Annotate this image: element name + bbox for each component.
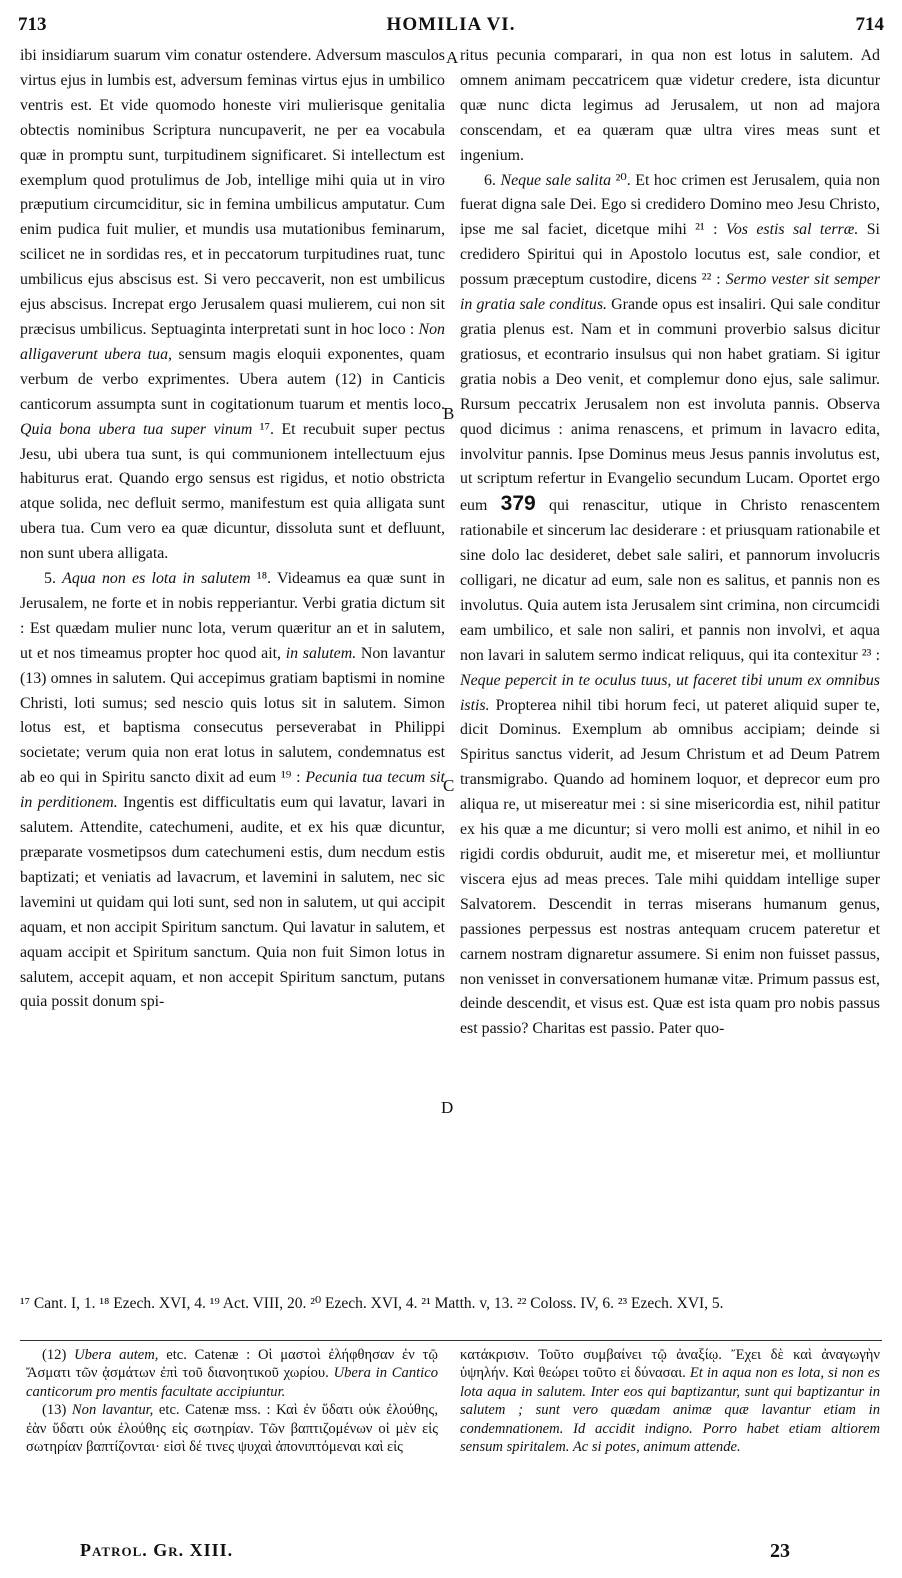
note-translation: Et in aqua non es lota, si non es lota aqua in salutem. Inter eos qui baptizantur, sunt qui baptizantur in salutem ; sunt vero quædam animæ quæ lavantur etiam in condemnationem. Id accidit indigno. Porro habet etiam altiorem sensum spiritalem. Ac si potes, animum attende. — [460, 1365, 880, 1456]
scripture-references: ¹⁷ Cant. I, 1. ¹⁸ Ezech. XVI, 4. ¹⁹ Act. VIII, 20. ²⁰ Ezech. XVI, 4. ²¹ Matth. v, 13. ²² Coloss. IV, 6. ²³ Ezech. XVI, 5. — [20, 1295, 724, 1312]
note-text: κατάκρισιν. Τοῦτο συμβαίνει τῷ ἀναξίῳ. Ἔχει δὲ καὶ ἀναγωγὴν ὑψηλήν. Καὶ θεώρει τοῦτο εἰ δύνασαι. — [460, 1347, 880, 1382]
text-span: ¹⁸. Videamus ea quæ sunt in Jerusalem, ne forte et in nobis repperiantur. Verbi gratia dictum sit : Est quædam mulier nunc lota, verum quæritur an et in salutem, ut et nos timeamus propter hoc quod ait, — [20, 570, 445, 662]
scripture-quote: Aqua non es lota in salutem — [62, 570, 251, 588]
text-span: ritus pecunia comparari, in qua non est lotus in salutem. Ad omnem animam peccatricem quæ videtur credere, ista dicuntur quæ nunc dicta legimus ad Jerusalem, ut non ad majora conscendam, et ea quæram quæ ultra vires meas sunt et ingenium. — [460, 47, 880, 164]
notes-right — [460, 1346, 880, 1538]
text-span: Grande opus est insaliri. Qui sale conditur gratia plenus est. Nam et in communi proverbio salsus dicitur gratiosus, et econtrario insulsus qui non habet gratiam. Si igitur gratia nobis a Deo venit, et complemur dono ejus, sale salimur. Rursum peccatrix Jerusalem non est involuta pannis. Observa quod dicimus : anima renascens, et primum in lavacro edita, involvitur pannis. Ipse Dominus meus Jesus pannis involutus est, ut scriptum refertur in Evangelio secundum Lucam. Oportet ergo eum — [460, 296, 880, 515]
text-span: Propterea nihil tibi horum feci, ut pateret aliquid super te, dicit Dominus. Exemplum ab omnibus accipiam; deinde si Spiritus sanctus viderit, ad Jesum Christum et ad Deum Patrem transmigrabo. Quando ad hominem loquor, et deprecor eum pro aliqua re, ut misereatur mei : si sine misericordia est, nihil patitur ex his quæ a me dicuntur; si vero molli est animo, et nihil in eo rigidi cordis obduruit, audit me, et miseretur mei, et molliuntur viscera ejus ad meas preces. Tale mihi quiddam intellige super Salvatorem. Descendit in terras miserans humanum genus, passiones perpessus est nostras antequam crucem pateretur et carnem nostram dignaretur assumere. Si enim non fuisset passus, non venisset in conversationem humanæ vitæ. Primum passus est, deinde descendit, et visus est. Quæ est ista quam pro nobis passus est passio? Charitas est passio. Pater quo- — [460, 696, 880, 1038]
scripture-quote: Neque pepercit in te oculus tuus, ut faceret tibi unum ex omnibus istis. — [460, 671, 880, 714]
right-paragraph-1 — [460, 44, 880, 169]
text-span: sensum magis eloquii exponentes, quam verbum de verbo exprimentes. Ubera autem (12) in Canticis canticorum assumpta sunt in cogitationum tuarum et mentis loco. — [20, 345, 445, 413]
scripture-quote: Non alligaverunt ubera tua, — [20, 320, 445, 363]
note-12 — [26, 1346, 438, 1401]
note-translation: Ubera in Cantico canticorum pro mentis facultate accipiuntur. — [26, 1365, 438, 1400]
note-label: (13) — [42, 1402, 67, 1419]
scripture-quote: Sermo vester sit semper in gratia sale conditus. — [460, 271, 880, 314]
text-span: qui renascitur, utique in Christo renascentem rationabile et sincerum lac desiderare : et priusquam rationabile et sine dolo lac desideret, debet sale saliri, et pannorum involucris colligari, ne dicatur ad eum, sale non es salitus, et pannis non es involutus. Quia autem ista Jerusalem sint crimina, non circumcidi eam umbilico, et sale non saliri, et pannis non involvi, et aqua non lavari in salutem sermo indicat reliquus, qui ita contexitur ²³ : — [460, 497, 880, 664]
right-paragraph-6 — [460, 169, 880, 1043]
scripture-quote: Pecunia tua tecum sit in perditionem. — [20, 769, 445, 812]
series-title: Patrol. Gr. XIII. — [80, 1540, 234, 1560]
text-span: ibi insidiarum suarum vim conatur ostendere. Adversum masculos virtus ejus in lumbis est, adversum feminas virtus ejus in umbilico ventris est. Et vide quomodo honeste viri mulierisque genitalia obtectis nominibus Scriptura nuncupaverit, ne per ea vocabula quæ in promptu sunt, turpitudinem significaret. Si intellectum est exemplum quod protulimus de Job, intellige mihi quia ut in viro præputium circumciditur, sic in femina umbilicus amputatur. Cum enim pudica fuit mulier, et mundis usa mutationibus feminarum, scilicet ne in sordidas res, et in peccatorum turpitudines ruat, tunc umbilicus ejus abscisus est. Si vero peccaverit, non est umbilicus ejus abscisus. Increpat ergo Jerusalem quasi mulierem, cui non sit præcisus umbilicus. Septuaginta interpretati sunt in hoc loco : — [20, 47, 445, 338]
original-page-number: 379 — [500, 492, 536, 516]
page-header — [18, 14, 884, 36]
page-number-left: 713 — [18, 14, 47, 35]
left-paragraph-1 — [20, 44, 445, 567]
scripture-quote: Neque sale salita — [500, 171, 612, 189]
left-column — [20, 44, 445, 1292]
text-span: Si credidero Spiritui qui in Apostolo locutus est, sale condior, et possum præceptum custodire, dicens ²² : — [460, 221, 880, 289]
note-text: etc. Catenæ : Οἱ μαστοὶ ἐλήφθησαν ἐν τῷ Ἄσματι τῶν ᾀσμάτων ἐπὶ τοῦ διανοητικοῦ χωρίου. — [26, 1347, 438, 1382]
margin-letter-a: A — [446, 48, 459, 67]
scripture-quote: in salutem. — [285, 644, 357, 662]
text-span: Non lavantur (13) omnes in salutem. Qui accepimus gratiam baptismi in nomine Christi, loti sumus; sed nescio quis lotus sit in salutem. Simon lotus est, et baptisma consecutus perseverabat in Philippi societate; verum quia non erat lotus in salutem, condemnatus est ab eo qui in Spiritu sancto dixit ad eum ¹⁹ : — [20, 644, 445, 787]
note-lemma: Ubera autem, — [74, 1347, 159, 1363]
note-lemma: Non lavantur, — [71, 1402, 154, 1419]
text-span: ²⁰. Et hoc crimen est Jerusalem, quia non fuerat digna sale Dei. Ego si credidero Domino meo Jesu Christo, ipse me sal faciet, dicetque mihi ²¹ : — [460, 171, 880, 239]
section-number: 5. — [44, 570, 56, 588]
running-title: HOMILIA VI. — [386, 14, 516, 35]
signature-mark: 23 — [770, 1540, 790, 1562]
section-number: 6. — [484, 171, 496, 189]
notes-left — [26, 1346, 438, 1538]
right-column — [460, 44, 880, 1292]
divider — [20, 1340, 882, 1341]
page-footer — [0, 1540, 902, 1564]
scripture-quote: Quia bona ubera tua super vinum — [20, 420, 253, 438]
note-continuation — [460, 1346, 880, 1456]
margin-letter-b: B — [443, 404, 455, 423]
note-label: (12) — [42, 1347, 67, 1363]
left-paragraph-5 — [20, 567, 445, 1015]
scripture-quote: Vos estis sal terræ. — [725, 221, 859, 239]
margin-letter-c: C — [443, 776, 455, 795]
note-text: etc. Catenæ mss. : Καὶ ἐν ὕδατι οὐκ ἐλούθης, ἐὰν ὕδατι οὐκ ἐλούθης εἰς σωτηρίαν. Τῶν βαπτιζομένων οἱ μὲν εἰς σωτηρίαν βαπτίζονται· εἰσὶ δέ τινες ψυχαὶ ἀπονιπτόμεναι καὶ εἰς — [26, 1402, 438, 1456]
margin-letter-d: D — [441, 1098, 454, 1117]
page-number-right: 714 — [855, 14, 884, 35]
text-span: Ingentis est difficultatis eum qui lavatur, lavari in salutem. Attendite, catechumeni, audite, et ex his quæ dicuntur, præparate vosmetipsos dum catechumeni estis, dum necdum estis baptizati; et veniatis ad lavacrum, et lavemini in salutem, nec sic lavemini ut quidam qui loti sunt, sed non in salutem, ut qui accipit aquam, et non accipit Spiritum sanctum. Qui lavatur in salutem, et aquam accipit et Spiritum sanctum. Quia non fuit Simon lotus in salutem, accepit aquam, et non accepit Spiritum sanctum, putans quia possit donum spi- — [20, 794, 445, 1011]
text-span: ¹⁷. Et recubuit super pectus Jesu, ubi ubera tua sunt, is qui communionem intellectuum ejus habiturus erat. Quando ergo sensus est rigidus, et notio obstricta atque solida, nec defluit sermo, manifestum est quia alligata sunt ubera tua. Cum vero ea quæ dicuntur, dissoluta sunt et defluunt, non sunt ubera alligata. — [20, 420, 445, 563]
note-13 — [26, 1401, 438, 1456]
